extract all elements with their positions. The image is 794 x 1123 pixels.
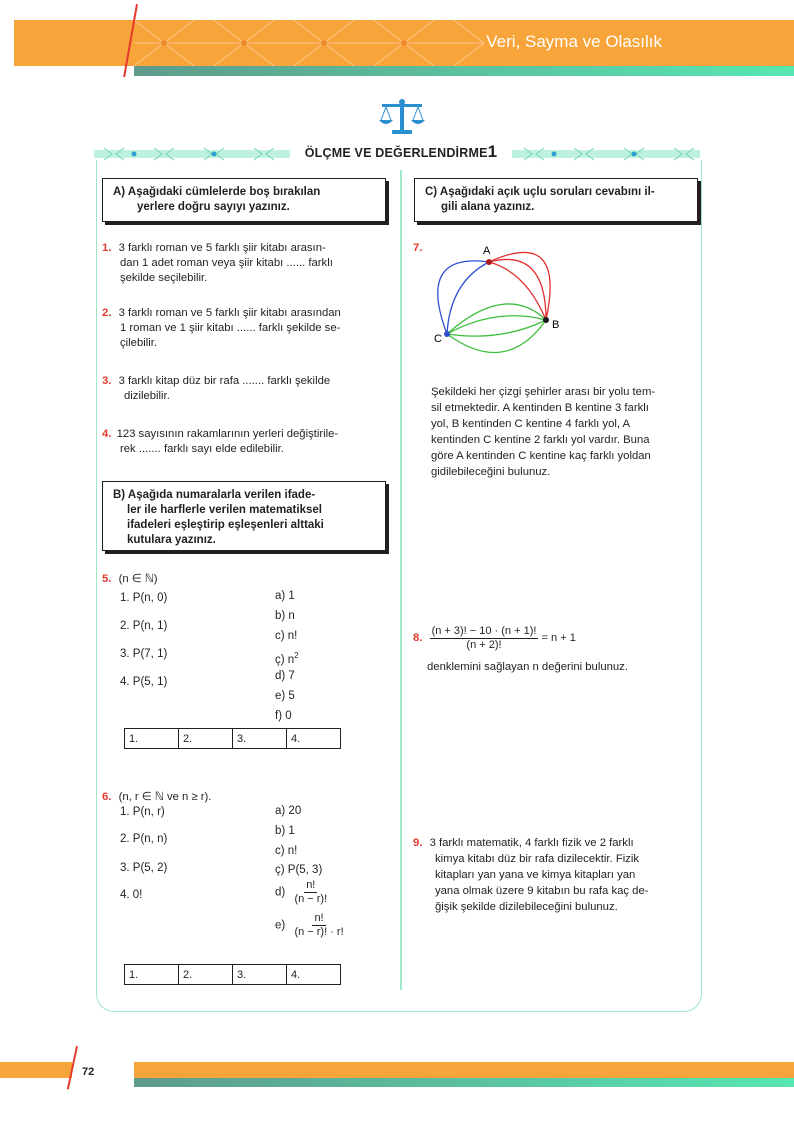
part-a-instruction: A) Aşağıdaki cümlelerde boş bırakılan yerlere doğru sayıyı yazınız. (102, 178, 386, 222)
q5-right-cc: ç) $n^2$ (275, 651, 299, 666)
label-b: B (552, 319, 560, 331)
q6-fraction-e: $\frac{n!}{(n - r)! \cdot r!}$ (294, 912, 344, 938)
question-5-header: 5. (n ∈ ℕ) (102, 573, 158, 585)
q6-left-2: 2. P(n, n) (120, 833, 168, 845)
page-number: 72 (82, 1066, 95, 1078)
q6-left-3: 3. P(5, 2) (120, 862, 168, 874)
question-8: 8. $\frac{(n + 3)! - 10 \cdot (n + 1)!}{(n + 2)!}$ = n + 1 (413, 625, 576, 651)
q6-right-d: d) $\frac{n!}{(n - r)!}$ (275, 879, 328, 905)
q7-road-diagram (426, 242, 596, 360)
q6-fraction-d: $\frac{n!}{(n - r)!}$ (294, 879, 328, 905)
q5-right-c: c) n! (275, 630, 298, 642)
question-7-text: Şekildeki her çizgi şehirler arası bir yolu tem- sil etmektedir. A kentinden B kentine 3 farklı yol, B kentinden C kentine 4 farklı yol, A kentinden C kentine 2 farklı yol vardır. Buna göre A kentinden C kentine kaç farklı yoldan gidilebileceğini bulunuz. (431, 386, 656, 478)
q6-answer-box-2[interactable]: 2. (179, 965, 233, 985)
q6-left-1: 1. P(n, r) (120, 806, 165, 818)
q6-right-e: e) $\frac{n!}{(n - r)! \cdot r!}$ (275, 912, 344, 938)
q6-right-cc: ç) P(5, 3) (275, 864, 323, 876)
q5-left-4: 4. P(5, 1) (120, 676, 168, 688)
section-title: ÖLÇME VE DEĞERLENDİRME1 (290, 141, 512, 163)
q5-answer-box-1[interactable]: 1. (125, 729, 179, 749)
q5-answer-box-4[interactable]: 4. (287, 729, 341, 749)
q5-left-3: 3. P(7, 1) (120, 648, 168, 660)
q6-right-c: c) n! (275, 845, 298, 857)
q5-right-f: f) 0 (275, 710, 292, 722)
question-1: 1. 3 farklı roman ve 5 farklı şiir kitabı arasın- dan 1 adet roman veya şiir kitabı ...... farklı şekilde seçilebilir. (102, 242, 333, 284)
q6-answer-box-4[interactable]: 4. (287, 965, 341, 985)
q6-answer-box-1[interactable]: 1. (125, 965, 179, 985)
q6-left-4: 4. 0! (120, 889, 143, 901)
q6-right-b: b) 1 (275, 825, 295, 837)
part-c-instruction: C) Aşağıdaki açık uçlu soruları cevabını il- gili alana yazınız. (414, 178, 698, 222)
q5-left-1: 1. P(n, 0) (120, 592, 168, 604)
q6-right-a: a) 20 (275, 805, 302, 817)
q5-right-a: a) 1 (275, 590, 295, 602)
question-2: 2. 3 farklı roman ve 5 farklı şiir kitabı arasından 1 roman ve 1 şiir kitabı ...... farklı şekilde se- çilebilir. (102, 307, 341, 349)
q8-fraction: $\frac{(n + 3)! - 10 \cdot (n + 1)!}{(n + 2)!}$ (431, 625, 537, 651)
footer-green-stripe (134, 1078, 794, 1087)
q5-right-b: b) n (275, 610, 295, 622)
question-7-number: 7. (413, 242, 423, 254)
q6-answer-boxes[interactable] (124, 964, 341, 985)
part-b-instruction: B) Aşağıda numaralarla verilen ifade- ler ile harflerle verilen matematiksel ifadeleri eşleştirip eşleşenleri alttaki kutulara yazınız. (102, 481, 386, 551)
question-3: 3. 3 farklı kitap düz bir rafa ....... farklı şekilde dizilebilir. (102, 375, 331, 402)
q5-right-e: e) 5 (275, 690, 295, 702)
question-8-text: denklemini sağlayan n değerini bulunuz. (427, 661, 628, 673)
q5-answer-box-3[interactable]: 3. (233, 729, 287, 749)
q5-answer-boxes[interactable] (124, 728, 341, 749)
header-green-stripe (134, 66, 794, 76)
label-a: A (483, 245, 491, 257)
question-9: 9. 3 farklı matematik, 4 farklı fizik ve 2 farklı kimya kitabı düz bir rafa dizilecektir. Fizik kitapları yan yana ve kimya kitapları yan yana olmak üzere 9 kitabın bu rafa kaç de- ğişik şekilde dizilebileceğini bulunuz. (413, 837, 649, 913)
question-6-header: 6. (n, r ∈ ℕ ve n ≥ r). (102, 791, 212, 803)
q5-left-2: 2. P(n, 1) (120, 620, 168, 632)
chapter-title: Veri, Sayma ve Olasılık (486, 32, 662, 51)
q6-answer-box-3[interactable]: 3. (233, 965, 287, 985)
label-c: C (434, 333, 442, 345)
q5-answer-box-2[interactable]: 2. (179, 729, 233, 749)
balance-scale-icon (378, 96, 426, 136)
column-divider (400, 170, 402, 990)
question-4: 4. 123 sayısının rakamlarının yerleri değiştirile- rek ....... farklı sayı elde edilebilir. (102, 428, 339, 455)
q5-right-d: d) 7 (275, 670, 295, 682)
